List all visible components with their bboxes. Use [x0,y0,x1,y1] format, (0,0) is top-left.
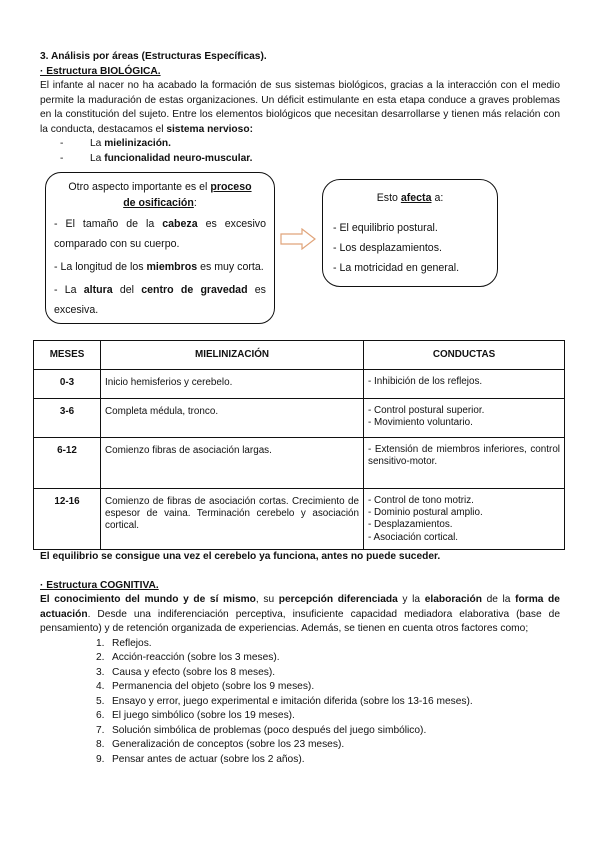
list-item: 4. Permanencia del objeto (sobre los 9 meses). [96,681,315,692]
list-item: 3. Causa y efecto (sobre los 8 meses). [96,666,276,678]
list-item: 9. Pensar antes de actuar (sobre los 2 años). [96,753,305,765]
osificacion-item: - La altura del centro de gravedad es excesiva. [54,284,266,316]
list-item: 1. Reflejos. [96,637,152,649]
osificacion-item: - El tamaño de la cabeza es excesivo comparado con su cuerpo. [54,218,267,250]
list-item: 5. Ensayo y error, juego experimental e imitación diferida (sobre los 13-16 meses). [96,695,473,707]
afecta-item: - El equilibrio postural. [333,222,438,234]
document-page [40,50,560,767]
cognitiva-subtitle: · Estructura COGNITIVA. [40,579,159,591]
mielinizacion-table [33,340,565,550]
list-item: - La mielinización. [60,137,560,152]
biologica-subtitle: · Estructura BIOLÓGICA. [40,65,161,77]
afecta-box [322,179,498,287]
table-row: 12-16 Comienzo de fibras de asociación cortas. Crecimiento de espesor de vaina. Terminación cerebelo y asociación cortical. - Control de tono motriz. - Dominio postural amplio. - Desplazamientos. - Asociación cortical. [34,489,565,550]
biologica-list [40,137,560,166]
cognitiva-paragraph: El conocimiento del mundo y de sí mismo, su percepción diferenciada y la elaboración de la forma de actuación. Desde una indiferenciación perceptiva, insuficiente capacidad mediadora elaborativa (base de pensamiento) y de retención organizada de experiencias. Además, se tienen en cuenta otros factores como; [40,594,560,634]
list-item: 7. Solución simbólica de problemas (poco después del juego simbólico). [96,724,427,736]
diagram-boxes [40,172,560,340]
list-item: 8. Generalización de conceptos (sobre los 23 meses). [96,739,345,750]
table-row: 6-12 Comienzo fibras de asociación largas. - Extensión de miembros inferiores, control sensitivo-motor. [34,438,565,489]
afecta-item: - La motricidad en general. [333,262,460,274]
right-arrow-icon [280,228,316,250]
list-item: 2. Acción-reacción (sobre los 3 meses). [96,652,280,663]
osificacion-box [45,172,275,324]
cognitiva-list [40,637,560,768]
list-item: - La funcionalidad neuro-muscular. [60,152,560,167]
afecta-item: - Los desplazamientos. [333,242,442,254]
section-title: 3. Análisis por áreas (Estructuras Específicas). [40,51,267,62]
afecta-box-title: Esto afecta a: [376,192,444,204]
col-header-conductas: CONDUCTAS [364,341,565,370]
table-row: 0-3 Inicio hemisferios y cerebelo. - Inhibición de los reflejos. [34,370,565,399]
table-row: 3-6 Completa médula, tronco. - Control postural superior. - Movimiento voluntario. [34,399,565,438]
table-header-row [34,341,565,370]
col-header-mielinizacion: MIELINIZACIÓN [101,341,364,370]
biologica-paragraph: El infante al nacer no ha acabado la formación de sus sistemas biológicos, gracias a la interacción con el medio permite la maduración de estas organizaciones. Un déficit estimulante en esta etapa conduce a graves problemas en la constitución del sujeto. Entre los elementos biológicos que necesitan desarrollarse y tienen más relación con la conducta, destacamos el sistema nervioso: [40,80,560,135]
osificacion-box-title: Otro aspecto importante es el proceso de osificación: [68,181,252,209]
list-item: 6. El juego simbólico (sobre los 19 meses). [96,710,295,721]
col-header-meses: MESES [34,341,101,370]
equilibrio-note: El equilibrio se consigue una vez el cerebelo ya funciona, antes no puede suceder. [40,551,441,562]
osificacion-item: - La longitud de los miembros es muy corta. [54,261,264,273]
